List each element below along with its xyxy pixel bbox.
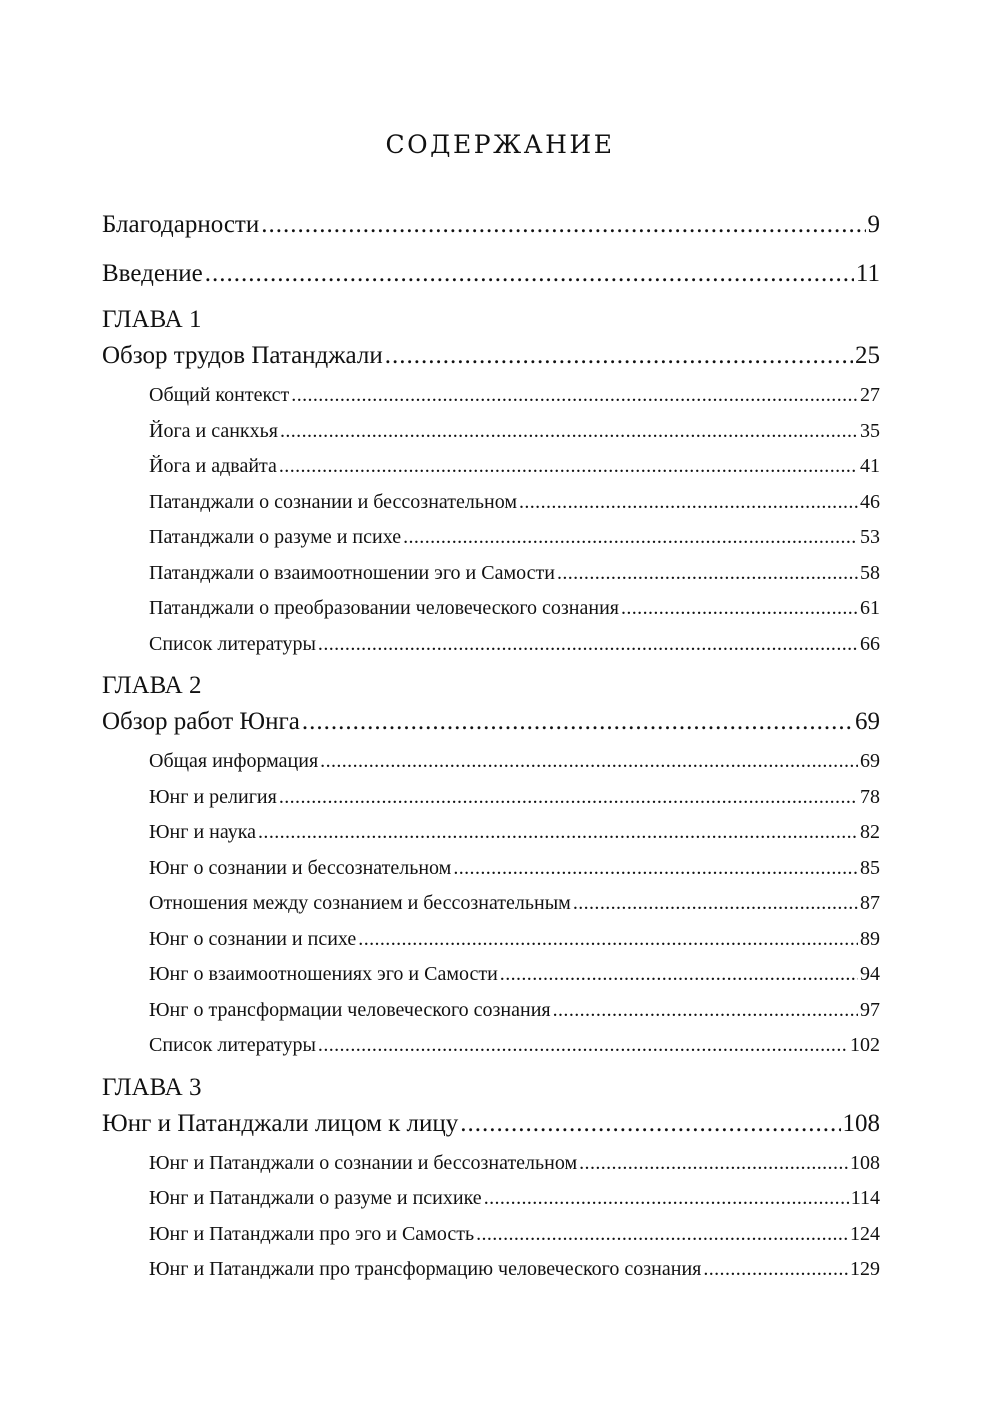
- dot-leader: [385, 337, 853, 374]
- section-page: 94: [860, 963, 880, 985]
- dot-leader: [579, 1146, 848, 1182]
- section-entry[interactable]: [149, 922, 880, 958]
- section-entry[interactable]: [149, 1028, 880, 1064]
- section-label: Патанджали о разуме и психе: [149, 526, 402, 548]
- dot-leader: [318, 627, 858, 663]
- section-entry[interactable]: [149, 993, 880, 1029]
- section-page: 108: [850, 1151, 880, 1174]
- dot-leader: [621, 591, 858, 627]
- dot-leader: [205, 249, 854, 298]
- chapter-page: 69: [855, 708, 880, 735]
- section-list: [102, 740, 880, 1070]
- section-entry[interactable]: [149, 627, 880, 663]
- section-page: 87: [860, 892, 880, 914]
- section-entry[interactable]: [149, 886, 880, 922]
- section-list: [102, 1142, 880, 1294]
- section-page: 82: [860, 821, 880, 843]
- dot-leader: [261, 200, 865, 249]
- dot-leader: [279, 449, 858, 485]
- section-label: Патанджали о сознании и бессознательном: [149, 490, 517, 513]
- chapter-title: Юнг и Патанджали лицом к лицу: [102, 1109, 459, 1137]
- chapter-title-entry[interactable]: [102, 703, 880, 740]
- dot-leader: [553, 993, 858, 1029]
- chapter-title-entry[interactable]: [102, 337, 880, 374]
- section-page: 66: [860, 632, 880, 655]
- dot-leader: [573, 886, 858, 922]
- section-page: 124: [850, 1222, 880, 1245]
- chapter-title: Обзор трудов Патанджали: [102, 342, 383, 369]
- dot-leader: [476, 1217, 848, 1253]
- section-label: Список литературы: [149, 632, 316, 655]
- section-label: Юнг о взаимоотношениях эго и Самости: [149, 963, 498, 985]
- section-entry[interactable]: [149, 744, 880, 780]
- section-entry[interactable]: [149, 485, 880, 521]
- dot-leader: [460, 1105, 840, 1142]
- section-entry[interactable]: [149, 815, 880, 851]
- dot-leader: [291, 378, 858, 414]
- section-entry[interactable]: [149, 591, 880, 627]
- section-label: Юнг и наука: [149, 821, 257, 843]
- dot-leader: [258, 815, 858, 851]
- toc-entry-page: 9: [867, 211, 880, 238]
- dot-leader: [279, 780, 858, 816]
- section-label: Патанджали о взаимоотношении эго и Самости: [149, 561, 555, 584]
- section-page: 27: [860, 384, 880, 406]
- section-label: Общая информация: [149, 750, 319, 772]
- section-page: 41: [860, 455, 880, 477]
- section-entry[interactable]: [149, 957, 880, 993]
- section-entry[interactable]: [149, 1181, 880, 1217]
- dot-leader: [484, 1181, 849, 1217]
- chapter-page: 108: [842, 1109, 880, 1137]
- section-entry[interactable]: [149, 1252, 880, 1288]
- section-page: 61: [860, 597, 880, 619]
- section-entry[interactable]: [149, 851, 880, 887]
- section-label: Юнг о сознании и бессознательном: [149, 856, 452, 879]
- dot-leader: [403, 520, 858, 556]
- chapter-title-entry[interactable]: [102, 1105, 880, 1142]
- section-entry[interactable]: [149, 1146, 880, 1182]
- section-label: Юнг и Патанджали о сознании и бессознательном: [149, 1151, 578, 1174]
- section-page: 89: [860, 927, 880, 950]
- chapter-label: ГЛАВА 1: [102, 306, 202, 333]
- dot-leader: [557, 556, 858, 592]
- section-page: 102: [850, 1034, 880, 1056]
- toc-entry-acknowledgements[interactable]: [102, 200, 880, 249]
- section-label: Йога и санкхья: [149, 419, 278, 442]
- chapter-page: 25: [855, 342, 880, 369]
- section-label: Юнг и Патанджали о разуме и психике: [149, 1187, 482, 1209]
- toc-entry-label: Введение: [102, 260, 203, 287]
- section-page: 97: [860, 998, 880, 1021]
- section-page: 53: [860, 526, 880, 548]
- dot-leader: [453, 851, 858, 887]
- section-entry[interactable]: [149, 414, 880, 450]
- section-label: Юнг о сознании и психе: [149, 927, 357, 950]
- chapter-3: [102, 1070, 880, 1294]
- section-page: 129: [850, 1258, 880, 1280]
- section-label: Йога и адвайта: [149, 455, 277, 477]
- section-page: 46: [860, 490, 880, 513]
- section-label: Юнг и религия: [149, 785, 277, 808]
- chapter-1: [102, 302, 880, 668]
- dot-leader: [302, 703, 853, 740]
- chapter-2: [102, 668, 880, 1070]
- section-entry[interactable]: [149, 780, 880, 816]
- chapter-label: ГЛАВА 2: [102, 672, 202, 699]
- section-entry[interactable]: [149, 449, 880, 485]
- dot-leader: [318, 1028, 848, 1064]
- dot-leader: [703, 1252, 848, 1288]
- section-entry[interactable]: [149, 378, 880, 414]
- section-list: [102, 374, 880, 668]
- toc-entry-introduction[interactable]: [102, 249, 880, 298]
- section-label: Патанджали о преобразовании человеческого сознания: [149, 597, 619, 619]
- section-label: Список литературы: [149, 1034, 316, 1056]
- section-page: 58: [860, 561, 880, 584]
- section-entry[interactable]: [149, 520, 880, 556]
- section-label: Отношения между сознанием и бессознательным: [149, 892, 571, 914]
- section-entry[interactable]: [149, 1217, 880, 1253]
- section-label: Юнг и Патанджали про трансформацию человеческого сознания: [149, 1258, 702, 1280]
- table-of-contents: [102, 200, 880, 1294]
- chapter-title: Обзор работ Юнга: [102, 708, 300, 735]
- section-label: Юнг и Патанджали про эго и Самость: [149, 1222, 475, 1245]
- section-page: 85: [860, 856, 880, 879]
- section-label: Юнг о трансформации человеческого сознания: [149, 998, 551, 1021]
- page-title: СОДЕРЖАНИЕ: [385, 129, 615, 159]
- toc-entry-label: Благодарности: [102, 211, 260, 238]
- dot-leader: [519, 485, 858, 521]
- section-page: 114: [850, 1187, 880, 1209]
- section-page: 78: [860, 785, 880, 808]
- section-label: Общий контекст: [149, 384, 290, 406]
- dot-leader: [500, 957, 858, 993]
- section-page: 69: [860, 750, 880, 772]
- dot-leader: [320, 744, 858, 780]
- section-page: 35: [860, 419, 880, 442]
- dot-leader: [280, 414, 858, 450]
- section-entry[interactable]: [149, 556, 880, 592]
- toc-entry-page: 11: [855, 260, 880, 287]
- chapter-label: ГЛАВА 3: [102, 1073, 202, 1101]
- dot-leader: [358, 922, 858, 958]
